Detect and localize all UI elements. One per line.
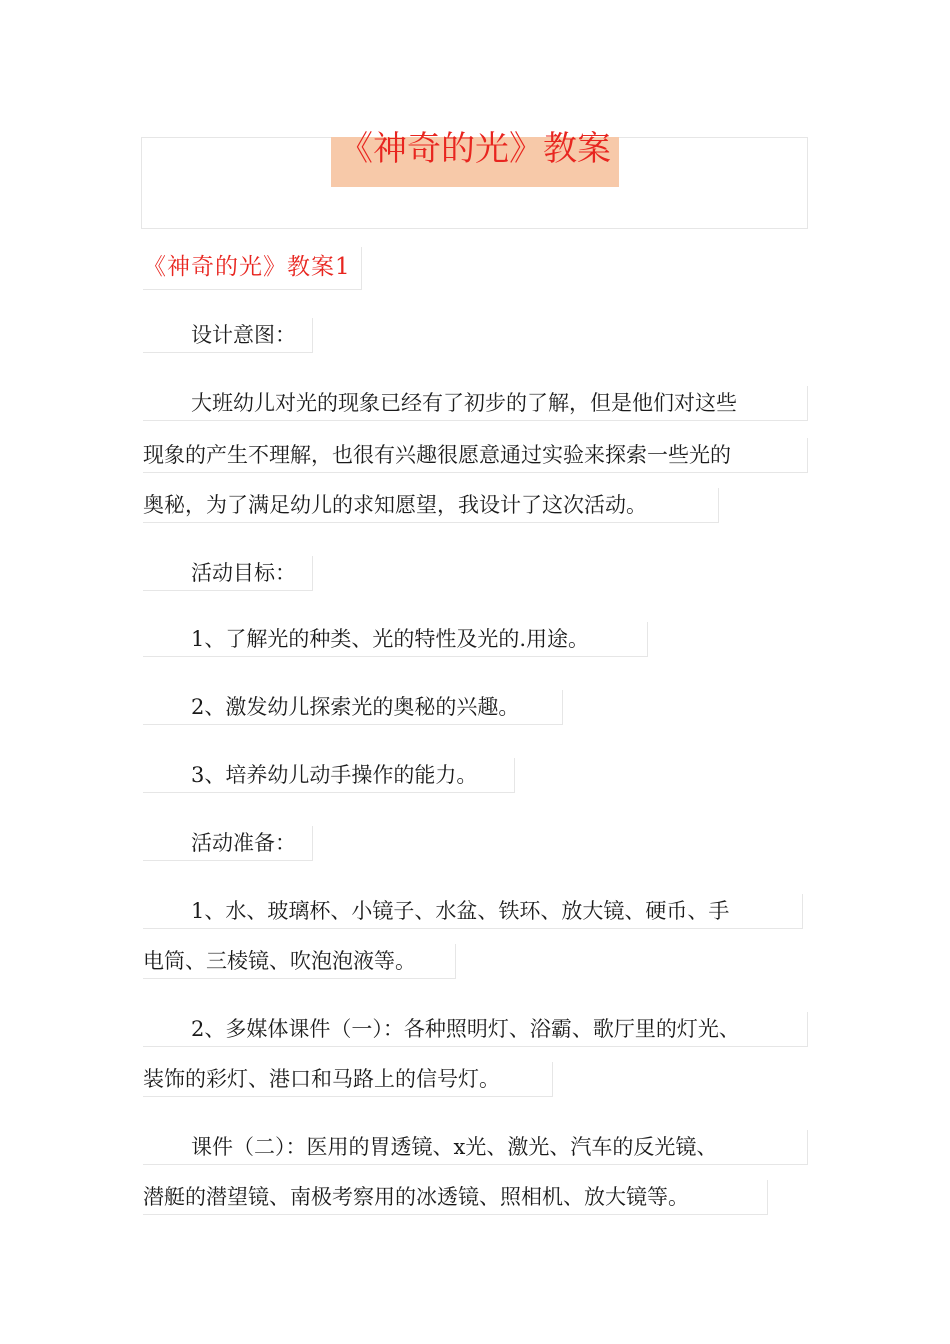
document-title: 《神奇的光》教案: [339, 129, 611, 169]
paragraph-line: 大班幼儿对光的现象已经有了初步的了解，但是他们对这些: [143, 386, 808, 421]
paragraph-line: 3、培养幼儿动手操作的能力。: [143, 758, 515, 793]
paragraph-line: 现象的产生不理解，也很有兴趣很愿意通过实验来探索一些光的: [143, 438, 808, 473]
paragraph-line: 奥秘，为了满足幼儿的求知愿望，我设计了这次活动。: [143, 488, 719, 523]
paragraph-line: 装饰的彩灯、港口和马路上的信号灯。: [143, 1062, 553, 1097]
paragraph-preparation-heading: 活动准备：: [143, 826, 313, 861]
paragraph-line: 课件（二）：医用的胃透镜、x光、激光、汽车的反光镜、: [143, 1130, 808, 1165]
paragraph-line: 1、水、玻璃杯、小镜子、水盆、铁环、放大镜、硬币、手: [143, 894, 803, 929]
paragraph-design-intent-heading: 设计意图：: [143, 318, 313, 353]
paragraph-line: 2、激发幼儿探索光的奥秘的兴趣。: [143, 690, 563, 725]
paragraph-line: 1、了解光的种类、光的特性及光的.用途。: [143, 622, 648, 657]
paragraph-line: 潜艇的潜望镜、南极考察用的冰透镜、照相机、放大镜等。: [143, 1180, 768, 1215]
section-heading: 《神奇的光》教案1: [143, 247, 362, 290]
paragraph-line: 电筒、三棱镜、吹泡泡液等。: [143, 944, 456, 979]
paragraph-line: 2、多媒体课件（一）：各种照明灯、浴霸、歌厅里的灯光、: [143, 1012, 808, 1047]
paragraph-goals-heading: 活动目标：: [143, 556, 313, 591]
